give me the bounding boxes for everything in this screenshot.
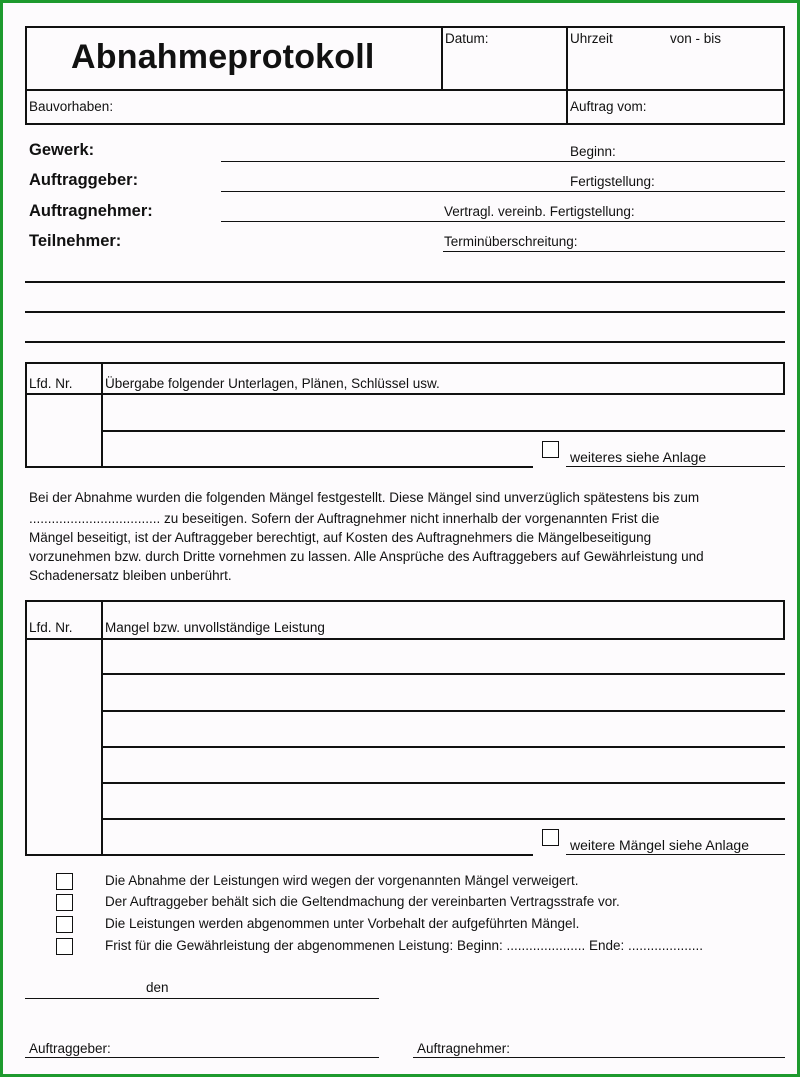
von-bis-label: von - bis [670, 31, 722, 46]
header-col-line-2 [566, 26, 568, 125]
teilnehmer-extra-line-2 [25, 311, 785, 313]
table2-row-line-3 [101, 746, 785, 748]
table2-bottom [25, 854, 533, 856]
paragraph-line-4: vorzunehmen bzw. durch Dritte vornehmen zu lassen. Alle Ansprüche des Auftraggebers auf Gewährleistung und [29, 549, 704, 564]
table2-top [25, 600, 785, 602]
place-date-line [25, 998, 379, 999]
table1-left [25, 362, 27, 468]
beginn-label: Beginn: [570, 144, 616, 159]
header-col-line-1 [441, 26, 443, 89]
table1-more-underline [566, 466, 785, 467]
auftraggeber-label: Auftraggeber: [29, 171, 139, 189]
signature-auftraggeber-label: Auftraggeber: [29, 1041, 111, 1056]
table2-more-underline [566, 854, 785, 855]
table2-row-line-4 [101, 782, 785, 784]
table2-col-desc: Mangel bzw. unvollständige Leistung [105, 620, 325, 635]
vertragl-fertigstellung-label: Vertragl. vereinb. Fertigstellung: [444, 204, 635, 219]
signature-auftragnehmer-label: Auftragnehmer: [417, 1041, 511, 1056]
table2-row-line-2 [101, 710, 785, 712]
teilnehmer-extra-line-3 [25, 341, 785, 343]
den-label: den [146, 980, 169, 995]
fertigstellung-label: Fertigstellung: [570, 174, 655, 189]
option-label-4: Frist für die Gewährleistung der abgenommenen Leistung: Beginn: ..................... Ende: .................... [105, 938, 704, 953]
uhrzeit-label: Uhrzeit [570, 31, 613, 46]
table1-col [101, 362, 103, 468]
table1-more-label: weiteres siehe Anlage [570, 449, 707, 465]
table2-more-checkbox[interactable] [542, 829, 559, 846]
table1-header-bottom [25, 393, 785, 395]
table2-right [783, 600, 785, 640]
option-label-3: Die Leistungen werden abgenommen unter Vorbehalt der aufgeführten Mängel. [105, 916, 580, 931]
table1-row-line-1 [101, 430, 785, 432]
bauvorhaben-label: Bauvorhaben: [29, 99, 114, 114]
table1-more-checkbox[interactable] [542, 441, 559, 458]
signature-auftragnehmer-line [413, 1057, 785, 1058]
table1-col-nr: Lfd. Nr. [29, 376, 73, 391]
option-checkbox-1[interactable] [56, 873, 73, 890]
teilnehmer-line [443, 251, 785, 252]
table1-col-desc: Übergabe folgender Unterlagen, Plänen, Schlüssel usw. [105, 376, 440, 391]
auftragnehmer-line [221, 221, 785, 222]
gewerk-line [221, 161, 785, 162]
table2-header-bottom [25, 638, 785, 640]
table2-col-nr: Lfd. Nr. [29, 620, 73, 635]
auftrag-vom-label: Auftrag vom: [570, 99, 647, 114]
table1-top [25, 362, 785, 364]
datum-label: Datum: [445, 31, 489, 46]
paragraph-line-1: Bei der Abnahme wurden die folgenden Mängel festgestellt. Diese Mängel sind unverzüglich spätestens bis zum [29, 490, 700, 505]
option-label-2: Der Auftraggeber behält sich die Geltendmachung der vereinbarten Vertragsstrafe vor. [105, 894, 620, 909]
table1-right [783, 362, 785, 395]
header-divider [25, 89, 785, 91]
table1-bottom [25, 466, 533, 468]
teilnehmer-extra-line-1 [25, 281, 785, 283]
option-label-1: Die Abnahme der Leistungen wird wegen der vorgenannten Mängel verweigert. [105, 873, 579, 888]
page-title: Abnahmeprotokoll [71, 38, 375, 76]
signature-auftraggeber-line [25, 1057, 379, 1058]
table2-more-label: weitere Mängel siehe Anlage [570, 837, 750, 853]
auftragnehmer-label: Auftragnehmer: [29, 202, 153, 220]
terminueberschreitung-label: Terminüberschreitung: [444, 234, 578, 249]
option-checkbox-4[interactable] [56, 938, 73, 955]
paragraph-line-5: Schadenersatz bleiben unberührt. [29, 568, 232, 583]
table2-left [25, 600, 27, 856]
paragraph-line-2: ................................... zu beseitigen. Sofern der Auftragnehmer nicht innerhalb der vorgenannten Frist die [29, 511, 660, 526]
table2-row-line-1 [101, 673, 785, 675]
table2-row-line-5 [101, 818, 785, 820]
paragraph-line-3: Mängel beseitigt, ist der Auftraggeber berechtigt, auf Kosten des Auftragnehmers die Mängelbeseitigung [29, 530, 652, 545]
auftraggeber-line [221, 191, 785, 192]
teilnehmer-label: Teilnehmer: [29, 232, 122, 250]
gewerk-label: Gewerk: [29, 141, 95, 159]
option-checkbox-2[interactable] [56, 894, 73, 911]
option-checkbox-3[interactable] [56, 916, 73, 933]
